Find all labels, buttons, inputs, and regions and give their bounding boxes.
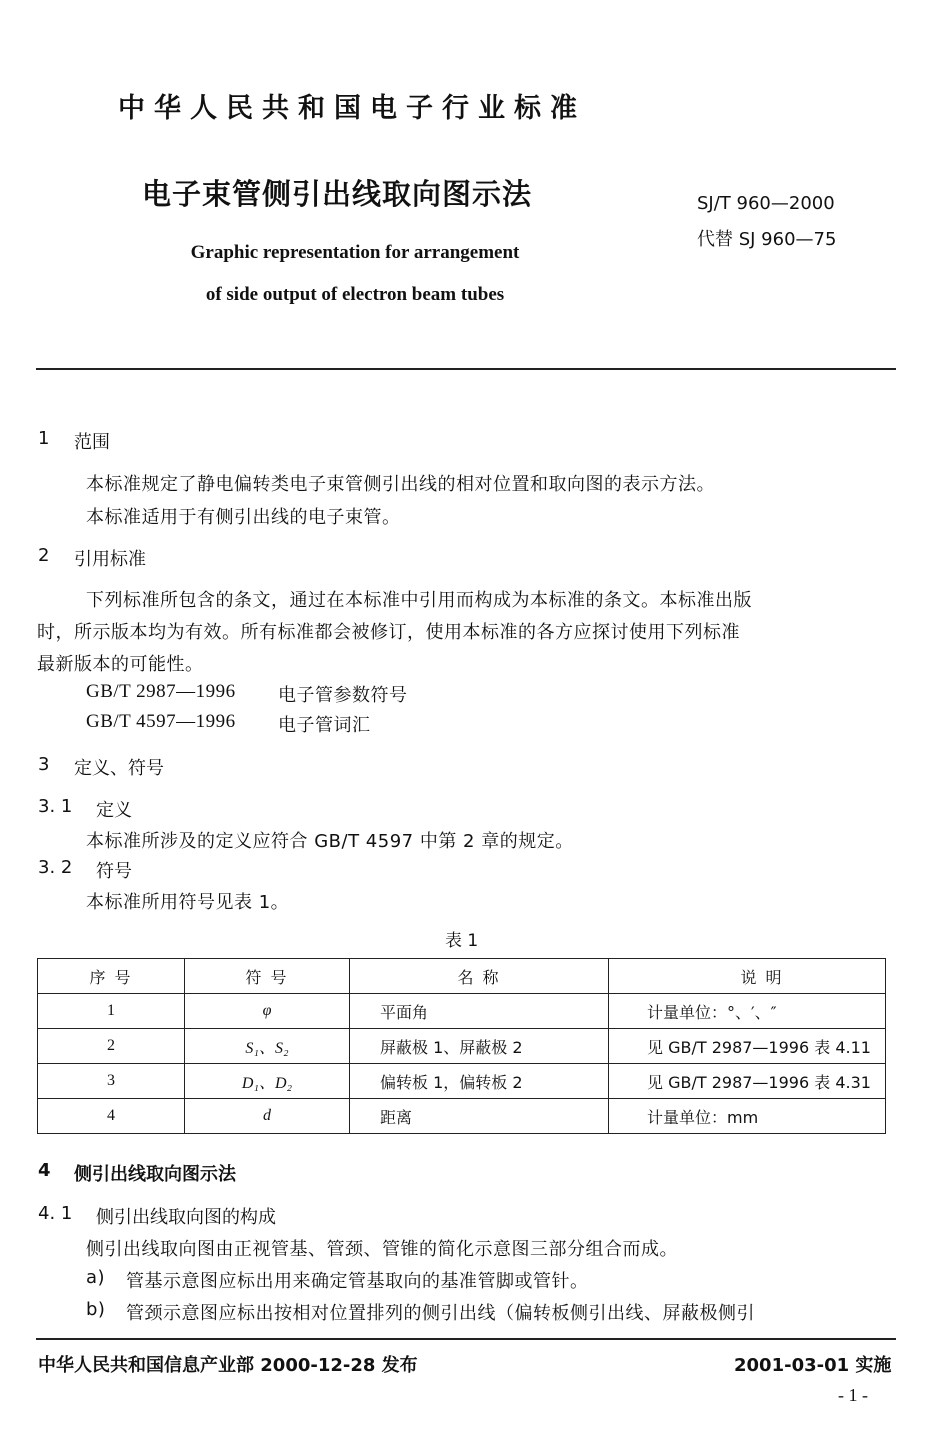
table-header-cell: 说 明: [609, 959, 886, 994]
page-number: - 1 -: [838, 1385, 868, 1405]
list-item-a-label: a): [86, 1267, 106, 1288]
table-cell-symbol: S₁、S₂: [185, 1029, 350, 1064]
table-cell-symbol: D₁、D₂: [185, 1064, 350, 1099]
list-item-a-text: 管基示意图应标出用来确定管基取向的基准管脚或管针。: [126, 1271, 589, 1292]
document-title-en-line2: of side output of electron beam tubes: [205, 284, 505, 305]
reference-name: 电子管参数符号: [278, 685, 408, 706]
table-cell-desc: 见 GB/T 2987—1996 表 4.31: [609, 1064, 886, 1099]
section-1-paragraph-2: 本标准适用于有侧引出线的电子束管。: [86, 507, 401, 528]
table-cell-symbol: d: [185, 1099, 350, 1134]
section-3-1-text: 本标准所涉及的定义应符合 GB/T 4597 中第 2 章的规定。: [86, 831, 574, 852]
table-cell-desc: 见 GB/T 2987—1996 表 4.11: [609, 1029, 886, 1064]
section-3-2-title: 符号: [96, 861, 132, 882]
section-1-number: 1: [38, 428, 50, 449]
section-1-paragraph-1: 本标准规定了静电偏转类电子束管侧引出线的相对位置和取向图的表示方法。: [86, 474, 715, 495]
section-2-number: 2: [38, 545, 50, 566]
footer-divider: [36, 1338, 896, 1340]
section-3-2-text: 本标准所用符号见表 1。: [86, 892, 290, 913]
table-cell-desc: 计量单位：mm: [609, 1099, 886, 1134]
table-cell-desc: 计量单位：°、′、″: [609, 994, 886, 1029]
table-cell-no: 3: [38, 1064, 185, 1099]
table-cell-name: 屏蔽极 1、屏蔽极 2: [350, 1029, 609, 1064]
list-item-b-text: 管颈示意图应标出按相对位置排列的侧引出线（偏转板侧引出线、屏蔽极侧引: [126, 1303, 755, 1324]
header-divider: [36, 368, 896, 370]
document-title-cn: 电子束管侧引出线取向图示法: [142, 177, 533, 211]
list-item-b-label: b): [86, 1299, 106, 1320]
section-2-paragraph-line2: 时，所示版本均为有效。所有标准都会被修订，使用本标准的各方应探讨使用下列标准: [37, 622, 740, 643]
standard-number: SJ/T 960—2000: [697, 193, 835, 214]
table-row: [38, 1029, 886, 1064]
table-cell-no: 2: [38, 1029, 185, 1064]
table-header-cell: 序 号: [38, 959, 185, 994]
table-cell-name: 偏转板 1，偏转板 2: [350, 1064, 609, 1099]
document-title-en-line1: Graphic representation for arrangement: [190, 242, 520, 263]
reference-code: GB/T 4597—1996: [86, 711, 236, 732]
section-4-title: 侧引出线取向图示法: [74, 1164, 236, 1185]
publisher-line: 中华人民共和国信息产业部 2000-12-28 发布: [38, 1355, 418, 1376]
section-1-title: 范围: [74, 432, 110, 453]
table-header-cell: 符 号: [185, 959, 350, 994]
table-cell-no: 4: [38, 1099, 185, 1134]
table-cell-no: 1: [38, 994, 185, 1029]
table-row: [38, 1099, 886, 1134]
table-cell-name: 平面角: [350, 994, 609, 1029]
table-row: [38, 1064, 886, 1099]
section-4-1-number: 4. 1: [38, 1203, 73, 1224]
table-caption: 表 1: [445, 931, 479, 951]
reference-code: GB/T 2987—1996: [86, 681, 236, 702]
section-2-paragraph-line3: 最新版本的可能性。: [37, 654, 204, 675]
section-3-number: 3: [38, 754, 50, 775]
table-cell-name: 距离: [350, 1099, 609, 1134]
section-4-number: 4: [38, 1160, 51, 1181]
section-2-paragraph-line1: 下列标准所包含的条文，通过在本标准中引用而构成为本标准的条文。本标准出版: [86, 590, 752, 611]
section-3-2-number: 3. 2: [38, 857, 73, 878]
replaces-standard: 代替 SJ 960—75: [697, 229, 837, 250]
implementation-date: 2001-03-01 实施: [734, 1355, 892, 1376]
section-4-1-title: 侧引出线取向图的构成: [96, 1207, 276, 1228]
section-3-1-title: 定义: [96, 800, 132, 821]
symbols-table: [37, 958, 886, 1134]
section-4-1-text: 侧引出线取向图由正视管基、管颈、管锥的简化示意图三部分组合而成。: [86, 1239, 678, 1260]
reference-name: 电子管词汇: [278, 715, 371, 736]
standard-type-heading: 中华人民共和国电子行业标准: [118, 93, 586, 124]
section-3-title: 定义、符号: [74, 758, 164, 779]
table-header-row: [38, 959, 886, 994]
table-cell-symbol: φ: [185, 994, 350, 1029]
section-2-title: 引用标准: [74, 549, 146, 570]
table-header-cell: 名 称: [350, 959, 609, 994]
section-3-1-number: 3. 1: [38, 796, 73, 817]
table-row: [38, 994, 886, 1029]
